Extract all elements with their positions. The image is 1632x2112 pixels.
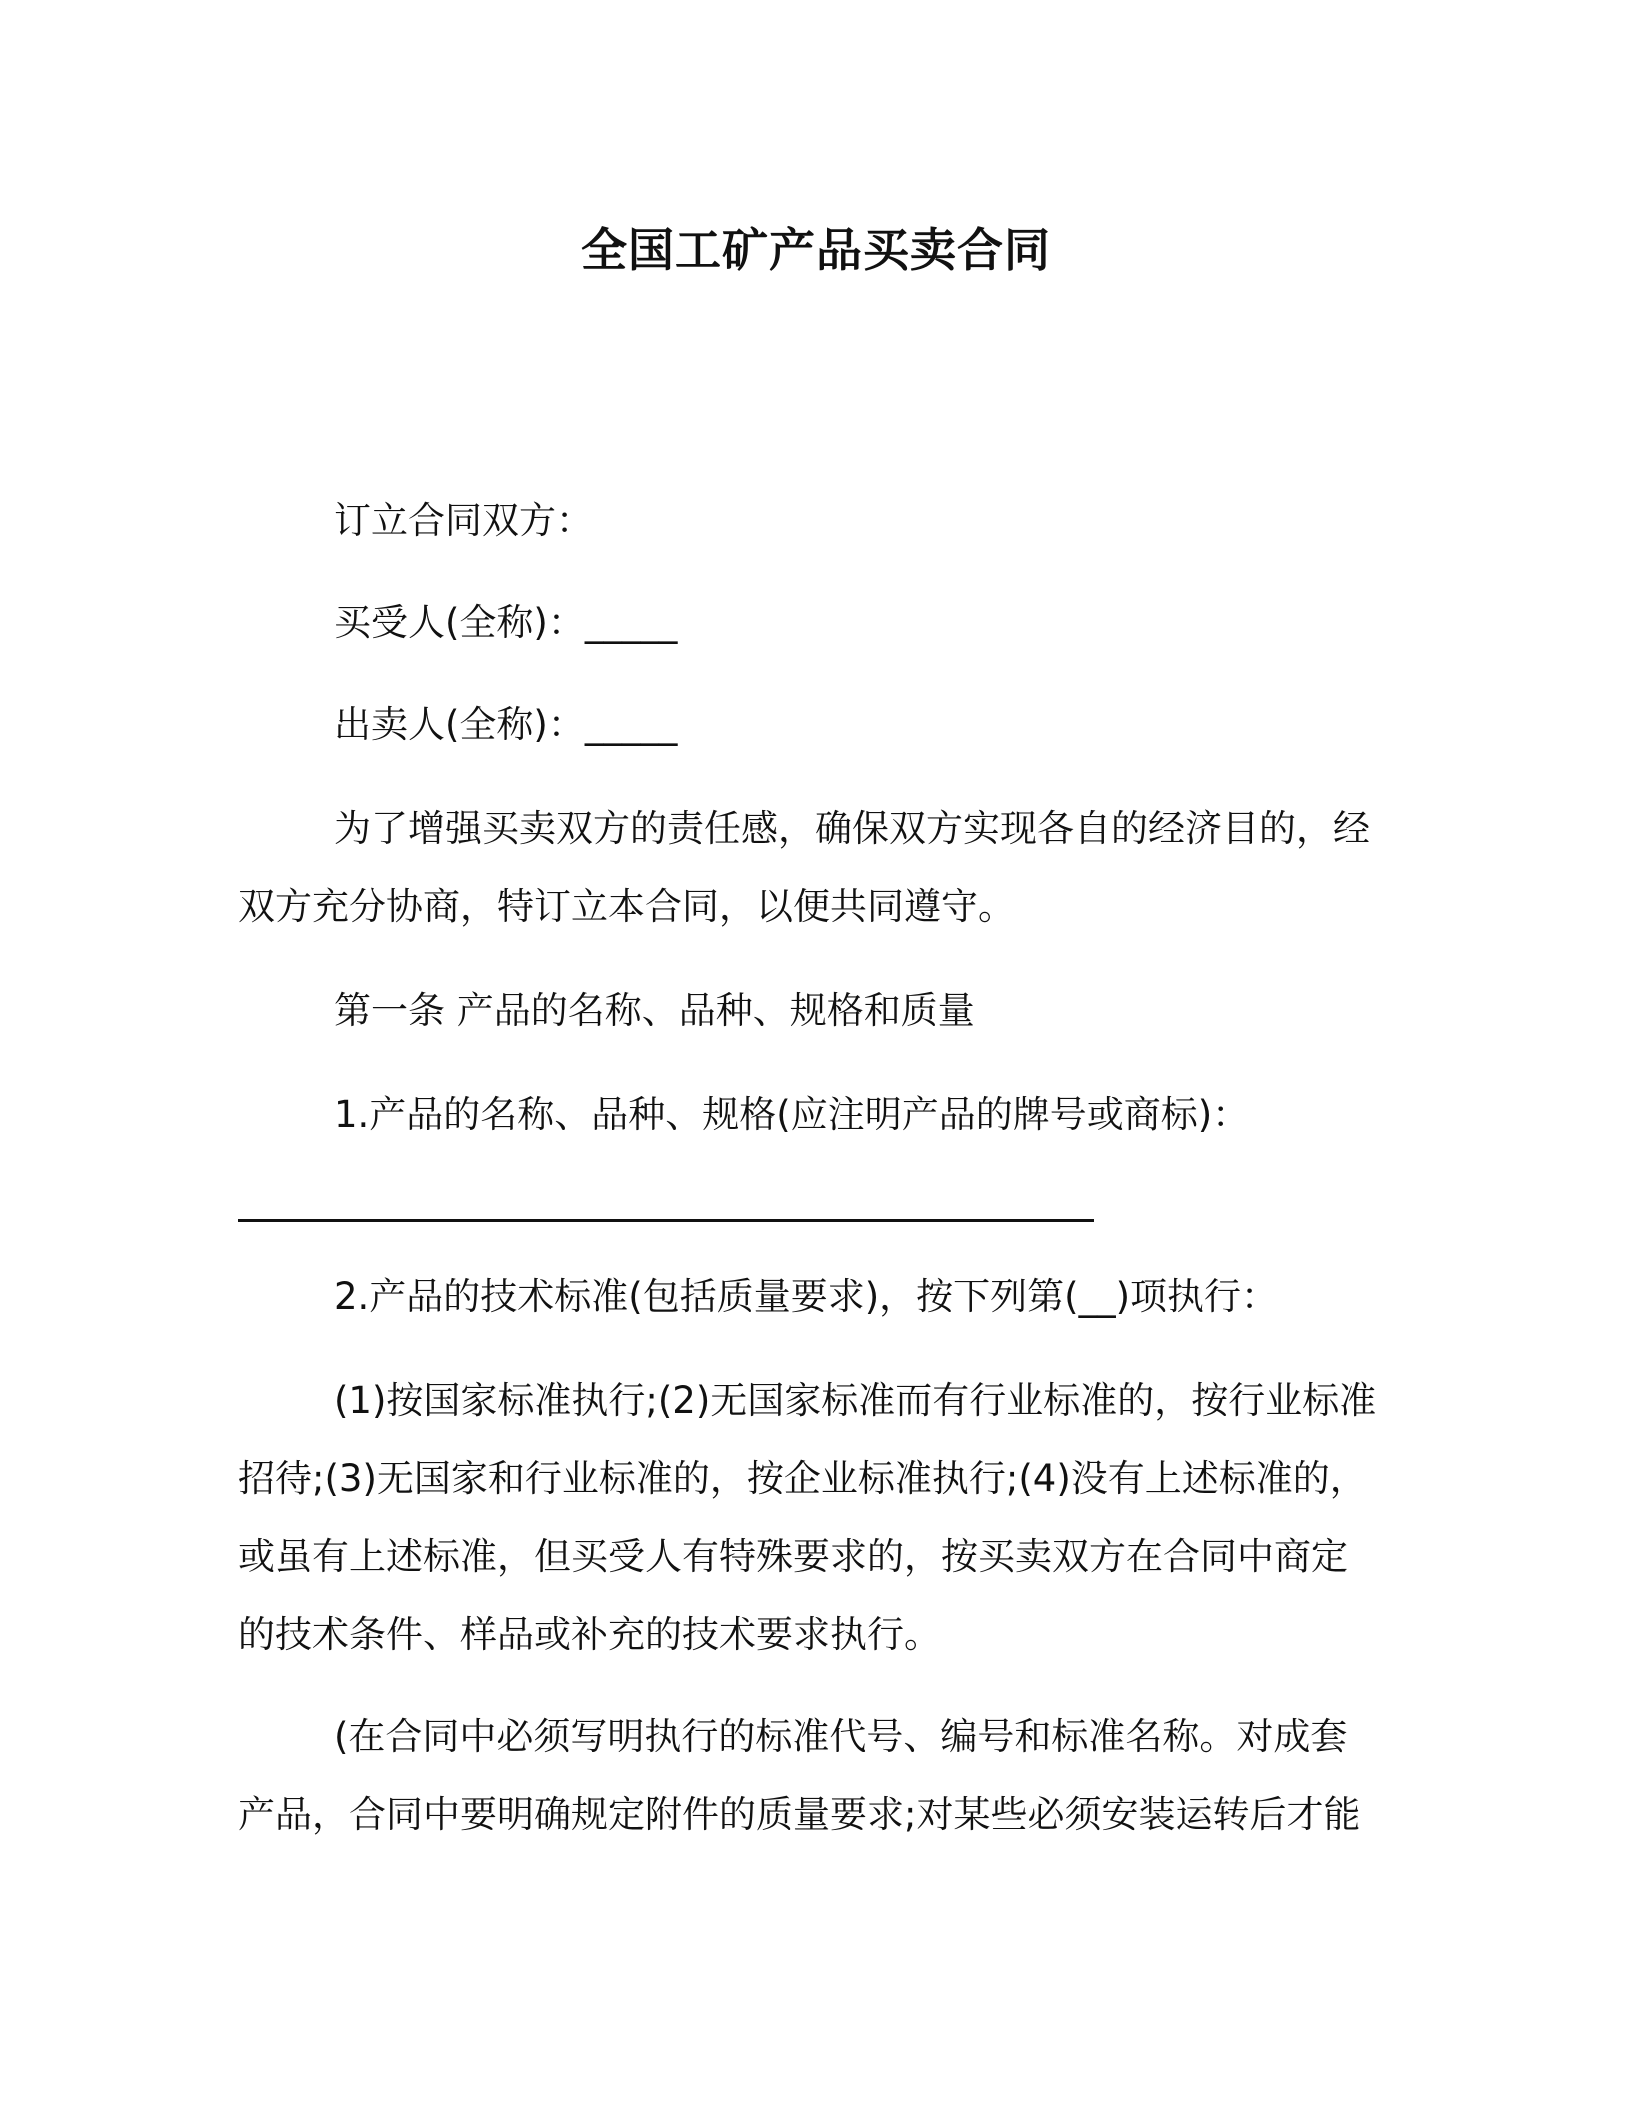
standards-line-2: 招待;(3)无国家和行业标准的，按企业标准执行;(4)没有上述标准的， <box>238 1457 1367 1500</box>
note-line-2: 产品，合同中要明确规定附件的质量要求;对某些必须安装运转后才能 <box>238 1793 1361 1836</box>
preamble-line-2: 双方充分协商，特订立本合同，以便共同遵守。 <box>238 885 1015 928</box>
item-1-line: 1.产品的名称、品种、规格(应注明产品的牌号或商标)： <box>334 1093 1250 1136</box>
document-title: 全国工矿产品买卖合同 <box>581 223 1051 277</box>
seller-line: 出卖人(全称)：_____ <box>334 703 678 746</box>
standards-line-4: 的技术条件、样品或补充的技术要求执行。 <box>238 1613 941 1656</box>
article-one-heading: 第一条 产品的名称、品种、规格和质量 <box>334 989 975 1032</box>
standards-line-1: (1)按国家标准执行;(2)无国家标准而有行业标准的，按行业标准 <box>334 1379 1377 1422</box>
preamble-line-1: 为了增强买卖双方的责任感，确保双方实现各自的经济目的，经 <box>334 807 1370 850</box>
standards-line-3: 或虽有上述标准，但买受人有特殊要求的，按买卖双方在合同中商定 <box>238 1535 1348 1578</box>
buyer-line: 买受人(全称)：_____ <box>334 601 678 644</box>
fill-in-blank-line <box>238 1219 1094 1222</box>
item-2-line: 2.产品的技术标准(包括质量要求)，按下列第(__)项执行： <box>334 1275 1279 1318</box>
note-line-1: (在合同中必须写明执行的标准代号、编号和标准名称。对成套 <box>334 1715 1348 1758</box>
parties-heading: 订立合同双方： <box>334 499 593 542</box>
